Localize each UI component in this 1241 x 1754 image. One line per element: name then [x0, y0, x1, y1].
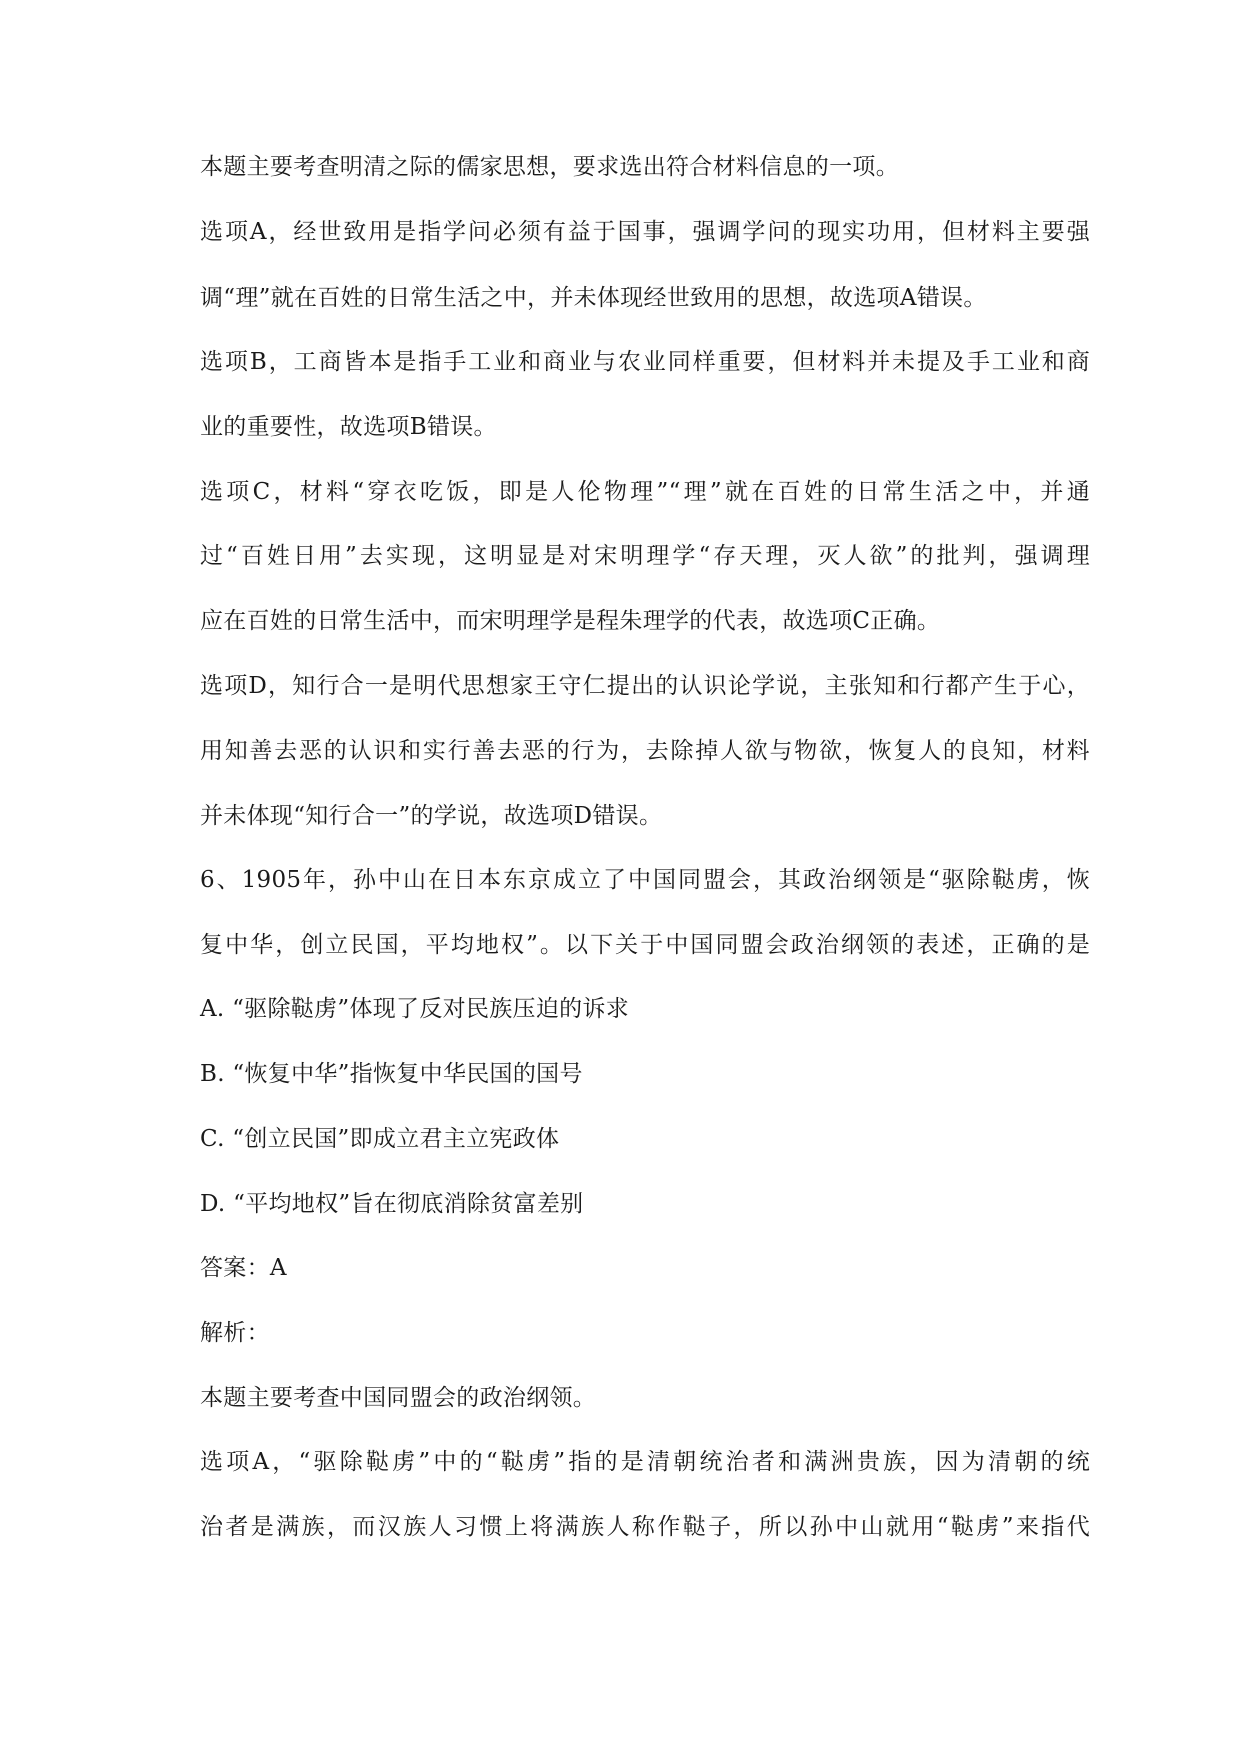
question-6-option-c: C. “创立民国”即成立君主立宪政体: [200, 1126, 560, 1152]
question-6-stem-line-2: 复中华，创立民国，平均地权”。以下关于中国同盟会政治纲领的表述，正确的是: [200, 932, 1090, 958]
option-d-analysis-line-1: 选项D，知行合一是明代思想家王守仁提出的认识论学说，主张知和行都产生于心，: [200, 673, 1090, 699]
analysis-intro-line: 本题主要考查明清之际的儒家思想，要求选出符合材料信息的一项。: [200, 154, 899, 180]
option-c-analysis-line-2: 过“百姓日用”去实现，这明显是对宋明理学“存天理，灭人欲”的批判，强调理: [200, 543, 1090, 569]
question-6-option-d: D. “平均地权”旨在彻底消除贫富差别: [200, 1191, 584, 1217]
question-6-option-b: B. “恢复中华”指恢复中华民国的国号: [200, 1061, 583, 1087]
answer-line: 答案：A: [200, 1255, 287, 1281]
question-6-option-a: A. “驱除鞑虏”体现了反对民族压迫的诉求: [200, 996, 630, 1022]
question-6-option-a-analysis-line-2: 治者是满族，而汉族人习惯上将满族人称作鞑子，所以孙中山就用“鞑虏”来指代: [200, 1514, 1090, 1540]
option-b-analysis-line-1: 选项B，工商皆本是指手工业和商业与农业同样重要，但材料并未提及手工业和商: [200, 349, 1090, 375]
option-a-analysis-line-2: 调“理”就在百姓的日常生活之中，并未体现经世致用的思想，故选项A错误。: [200, 285, 987, 311]
analysis-heading: 解析：: [200, 1320, 270, 1346]
option-a-analysis-line-1: 选项A，经世致用是指学问必须有益于国事，强调学问的现实功用，但材料主要强: [200, 219, 1090, 245]
question-6-stem-line-1: 6、1905年，孙中山在日本东京成立了中国同盟会，其政治纲领是“驱除鞑虏，恢: [200, 867, 1090, 893]
option-d-analysis-line-2: 用知善去恶的认识和实行善去恶的行为，去除掉人欲与物欲，恢复人的良知，材料: [200, 738, 1090, 764]
question-6-analysis-intro: 本题主要考查中国同盟会的政治纲领。: [200, 1385, 597, 1411]
option-b-analysis-line-2: 业的重要性，故选项B错误。: [200, 414, 497, 440]
option-d-analysis-line-3: 并未体现“知行合一”的学说，故选项D错误。: [200, 803, 663, 829]
option-c-analysis-line-1: 选项C，材料“穿衣吃饭，即是人伦物理”“理”就在百姓的日常生活之中，并通: [200, 479, 1090, 505]
question-6-option-a-analysis-line-1: 选项A，“驱除鞑虏”中的“鞑虏”指的是清朝统治者和满洲贵族，因为清朝的统: [200, 1449, 1090, 1475]
option-c-analysis-line-3: 应在百姓的日常生活中，而宋明理学是程朱理学的代表，故选项C正确。: [200, 608, 941, 634]
